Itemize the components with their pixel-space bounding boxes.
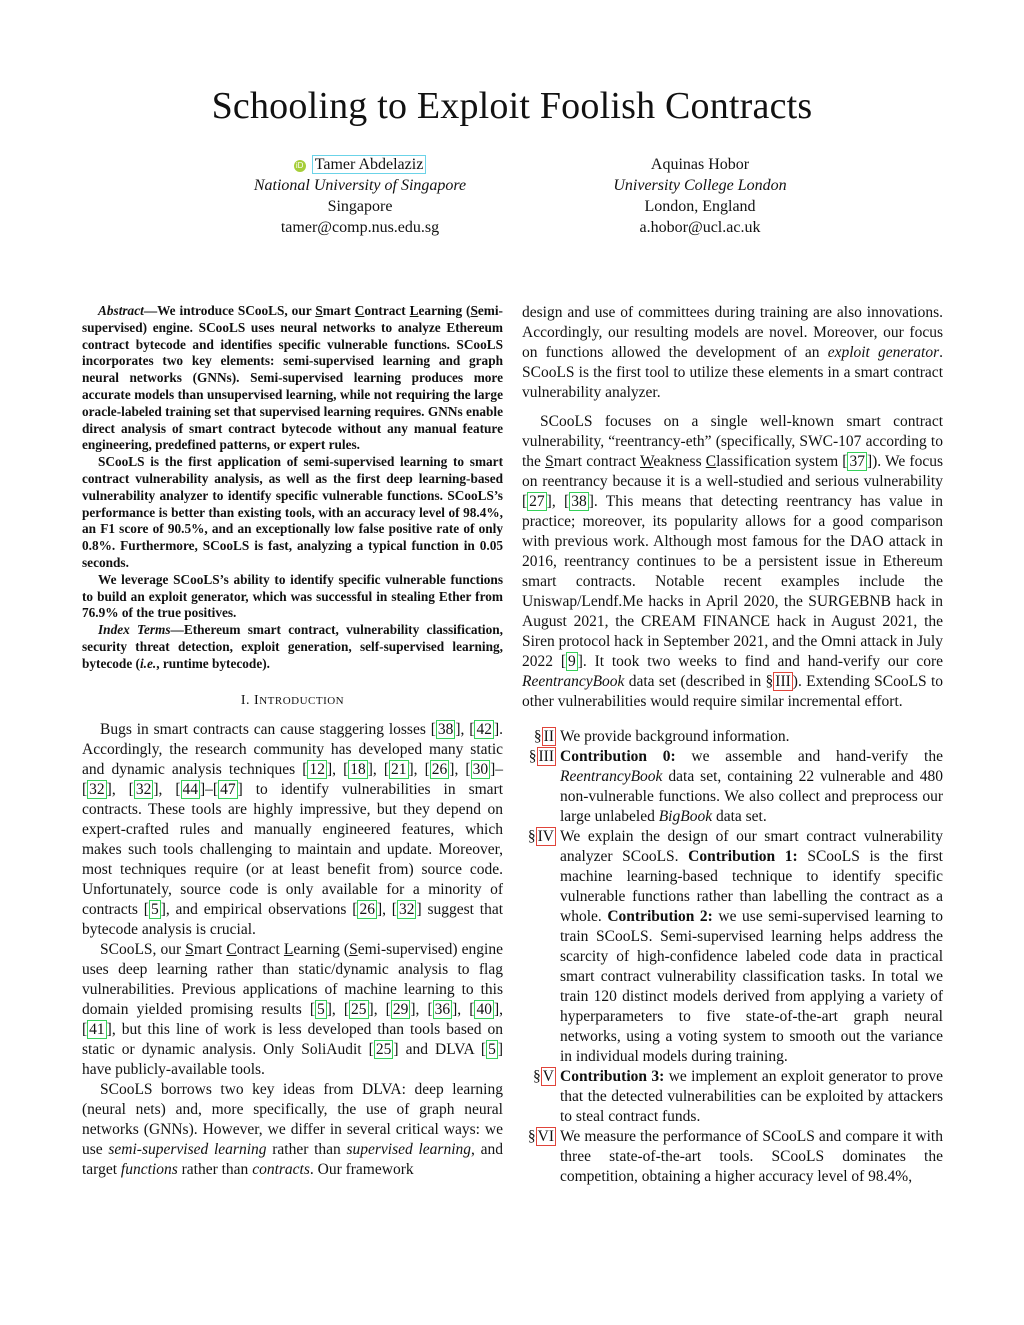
- list-item: § V Contribution 3: we implement an exploit generator to prove that the detected vulnerabilities can be exploited by attackers to steal contract funds.: [533, 1068, 943, 1125]
- paragraph: SCooLS borrows two key ideas from DLVA: deep learning (neural nets) and, more specifically, the use of graph neural networks (GNNs). However, we differ in several critical ways: we use semi-supervised learning rather than supervised learning, and target functions rather than contracts. Our framework: [82, 1080, 504, 1178]
- list-item: § VI We measure the performance of SCooLS and compare it with three state-of-the-art tools. SCooLS dominates the competition, obtaining a higher accuracy level of 98.4%,: [527, 1128, 943, 1185]
- list-item: § IV We explain the design of our smart contract vulnerability analyzer SCooLS. Contribution 1: SCooLS is the first machine learning-based technique to identify specific vulnerable functions rather than labelling the contract as a whole. Contribution 2: we use semi-supervised learning to train SCooLS. Semi-supervised learning helps address the scarcity of high-confidence labeled code data in practical smart contract vulnerability classification tasks. In total we train 120 distinct models derived from applying a variety of hyperparameters to five state-of-the-art graph neural networks, using a voting system to smooth out the variance in individual models during training.: [527, 828, 943, 1065]
- author-email: tamer@comp.nus.edu.sg: [280, 219, 440, 236]
- author-block-1: [210, 154, 510, 238]
- section-heading: I. INTRODUCTION: [240, 692, 345, 708]
- author-email: a.hobor@ucl.ac.uk: [639, 219, 761, 236]
- author-location: Singapore: [327, 198, 393, 215]
- author-name: Aquinas Hobor: [650, 156, 750, 173]
- paragraph: SCooLS, our Smart Contract Learning (Semi-supervised) engine uses deep learning rather than static/dynamic analysis to flag vulnerabilities. Previous applications of machine learning to this domain yielded promising results [ 5 ], [ 25 ], [ 29 ], [ 36 ], [ 40 ], [ 41 ], but this line of work is less developed than tools based on static or dynamic analysis. Only SoliAudit [ 25 ] and DLVA [ 5 ] have publicly-available tools.: [82, 940, 503, 1078]
- list-item: § II We provide background information.: [533, 728, 790, 745]
- author-location: London, England: [644, 198, 756, 215]
- list-item: § III Contribution 0: we assemble and hand-verify the ReentrancyBook data set, containing 22 vulnerable and 480 non-vulnerable functions. We also collect and preprocess our large unlabeled BigBook data set.: [528, 748, 943, 825]
- paragraph: Bugs in smart contracts can cause staggering losses [ 38 ], [ 42 ]. Accordingly, the research community has developed many static and dynamic analysis techniques [ 12 ], [ 18 ], [ 21 ], [ 26 ], [ 30 ]–[ 32 ], [ 32 ], [ 44 ]–[ 47 ] to identify vulnerabilities in smart contracts. These tools are highly impressive, but they depend on expert-crafted rules and manually engineered features, which makes such tools challenging to maintain and update. Moreover, most techniques require (or at least benefit from) source code. Unfortunately, source code is only available for a minority of contracts [ 5 ], and empirical observations [ 26 ], [ 32 ] suggest that bytecode analysis is crucial.: [82, 720, 504, 938]
- author-affiliation: University College London: [613, 177, 787, 194]
- author-block-2: [550, 154, 850, 238]
- paper-title: Schooling to Exploit Foolish Contracts: [211, 85, 813, 127]
- author-affiliation: National University of Singapore: [253, 177, 467, 194]
- abstract: Abstract—We introduce SCooLS, our Smart Contract Learning (Semi-supervised) engine. SCooLS uses neural networks to analyze Ethereum contract bytecode and identifies specific vulnerable functions. SCooLS incorporates two key elements: semi-supervised learning and graph neural networks (GNNs). Semi-supervised learning produces more accurate models than unsupervised learning, while not requiring the large oracle-labeled training set that supervised learning requires. GNNs enable direct analysis of smart contract bytecode without any manual feature engineering, predefined patterns, or expert rules. SCooLS is the first application of semi-supervised learning to smart contract vulnerability analysis, as well as the first deep learning-based vulnerability analyzer to identify specific vulnerable functions. SCooLS’s performance is better than existing tools, with an accuracy level of 98.4%, an F1 score of 90.5%, and an exceptionally low false positive rate of only 0.8%. Furthermore, SCooLS is fast, analyzing a typical function in 0.05 seconds. We leverage SCooLS’s ability to identify specific vulnerable functions to build an exploit generator, which was successful in stealing Ether from 76.9% of the true positives. Index Terms—Ethereum smart contract, vulnerability classification, security threat detection, exploit generation, self-supervised learning, bytecode (i.e., runtime bytecode).: [82, 303, 503, 671]
- orcid-icon[interactable]: iD: [294, 160, 306, 172]
- left-column: [82, 303, 503, 1180]
- paragraph: design and use of committees during training are also innovations. Accordingly, our resulting models are novel. Moreover, our focus on functions allowed the development of an exploit generator. SCooLS is the first tool to utilize these elements in a smart contract vulnerability analyzer.: [522, 304, 943, 401]
- author-name-link[interactable]: Tamer Abdelaziz: [312, 155, 427, 174]
- paragraph: SCooLS focuses on a single well-known smart contract vulnerability, “reentrancy-eth” (specifically, SWC-107 according to the Smart contract Weakness Classification system [ 37 ]). We focus on reentrancy because it is a well-studied and serious vulnerability [ 27 ], [ 38 ]. This means that detecting reentrancy has value in practice; moreover, its popularity allows for a good comparison with previous work. Although most famous for the DAO attack in 2016, reentrancy continues to be a persistent issue in Ethereum smart contracts. Notable recent examples include the Uniswap/Lendf.Me hacks in April 2020, the SURGEBNB hack in August 2021, the CREAM FINANCE hack in August 2021, the Siren protocol hack in September 2021, and the Omni attack in July 2022 [ 9 ]. It took two weeks to find and hand-verify our core ReentrancyBook data set (described in § III ). Extending SCooLS to other vulnerabilities would require similar incremental effort.: [522, 413, 944, 710]
- right-column: [522, 303, 943, 1187]
